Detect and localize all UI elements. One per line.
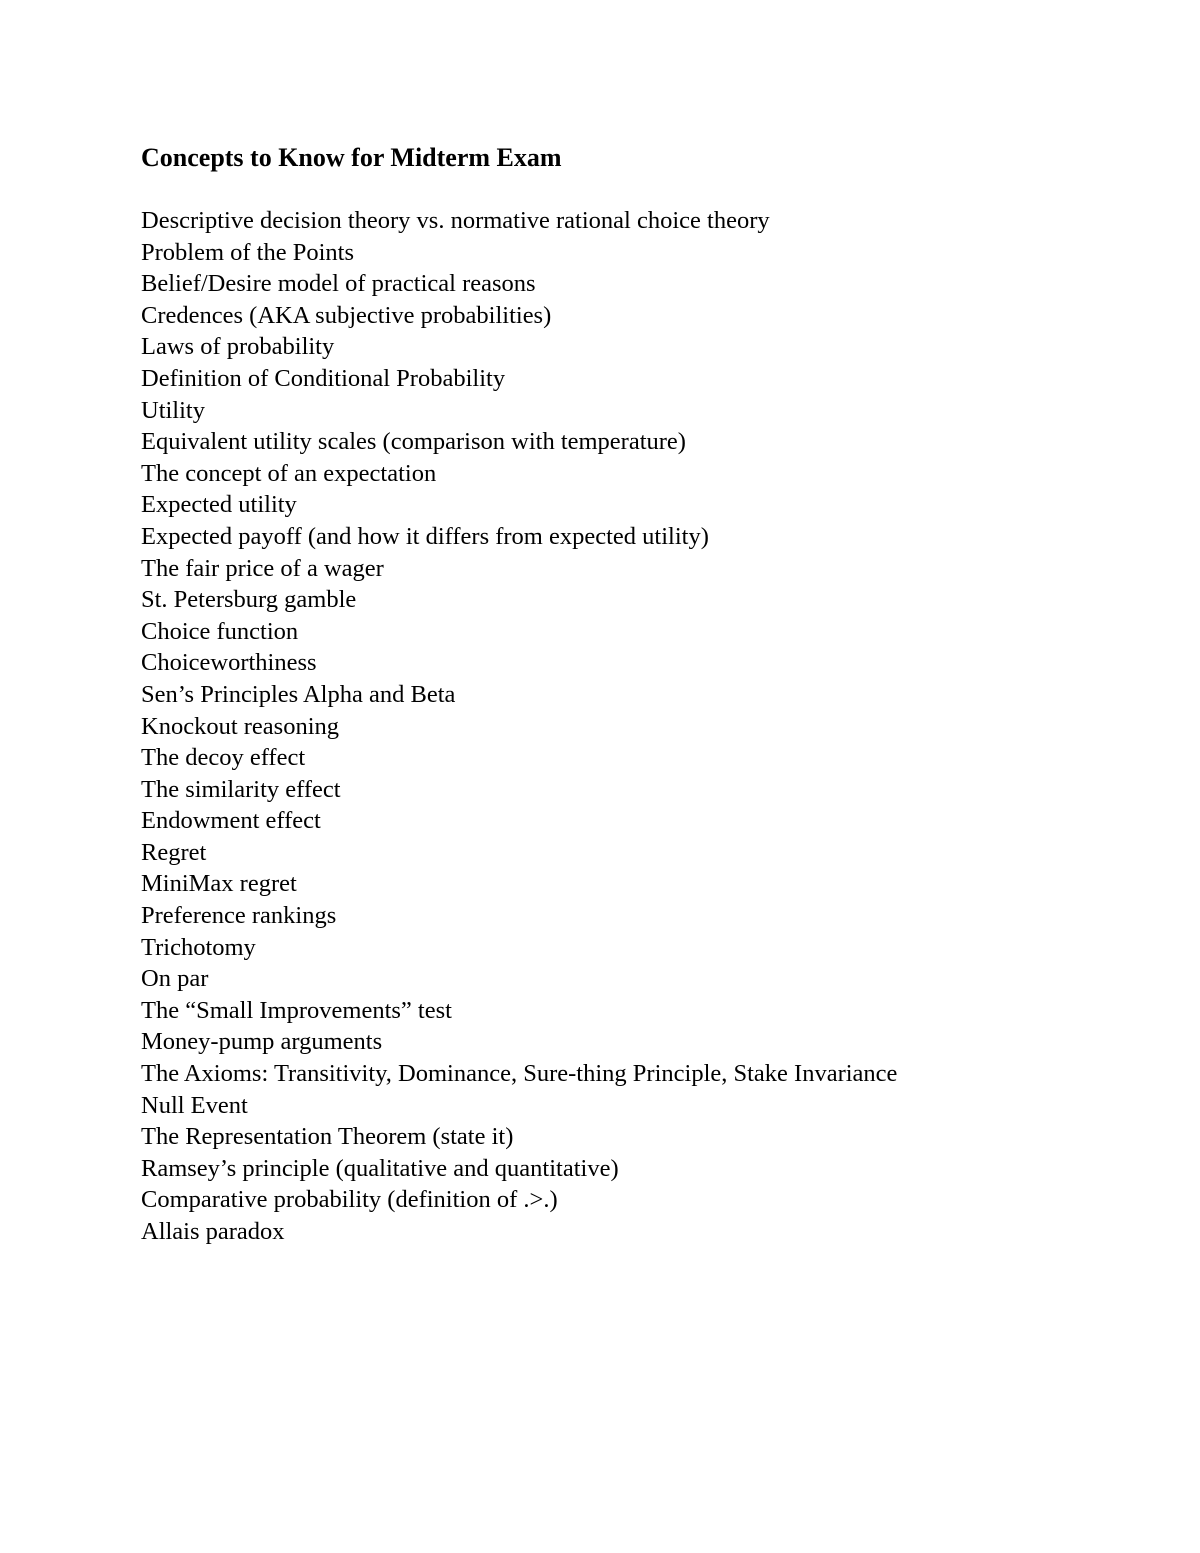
- concept-item: Descriptive decision theory vs. normative rational choice theory: [141, 207, 770, 234]
- concept-item: The similarity effect: [141, 775, 341, 803]
- concept-item: The concept of an expectation: [141, 459, 437, 487]
- concept-item: The “Small Improvements” test: [141, 996, 452, 1024]
- concept-item: MiniMax regret: [141, 870, 297, 898]
- concept-item: Endowment effect: [141, 807, 321, 835]
- concept-item: Laws of probability: [141, 333, 335, 361]
- concept-item: Equivalent utility scales (comparison with temperature): [141, 428, 686, 456]
- concept-item: Choiceworthiness: [141, 649, 317, 677]
- concept-item: Trichotomy: [141, 933, 256, 961]
- concept-item: Definition of Conditional Probability: [141, 364, 506, 392]
- concept-item: St. Petersburg gamble: [141, 586, 357, 614]
- concept-item: Utility: [141, 396, 205, 424]
- concept-list: [141, 205, 897, 1248]
- page-title: Concepts to Know for Midterm Exam: [141, 143, 562, 172]
- concept-item: Allais paradox: [141, 1218, 285, 1245]
- concept-item: The Representation Theorem (state it): [141, 1123, 514, 1151]
- concept-item: Regret: [141, 838, 207, 866]
- concept-item: Money-pump arguments: [141, 1028, 383, 1056]
- concept-item: Belief/Desire model of practical reasons: [141, 270, 536, 298]
- concept-item: Expected payoff (and how it differs from expected utility): [141, 522, 709, 550]
- concept-item: The fair price of a wager: [141, 554, 384, 582]
- concept-item: Sen’s Principles Alpha and Beta: [141, 680, 456, 708]
- concept-item: Preference rankings: [141, 902, 337, 930]
- concept-item: Knockout reasoning: [141, 712, 339, 740]
- concept-item: Choice function: [141, 617, 299, 645]
- concept-item: Credences (AKA subjective probabilities): [141, 301, 552, 329]
- concept-item: Null Event: [141, 1091, 248, 1119]
- concept-item: The decoy effect: [141, 744, 306, 772]
- concept-item: The Axioms: Transitivity, Dominance, Sure-thing Principle, Stake Invariance: [141, 1060, 898, 1088]
- concept-item: Ramsey’s principle (qualitative and quantitative): [141, 1154, 619, 1182]
- concept-item: Problem of the Points: [141, 238, 355, 266]
- concept-item: Expected utility: [141, 491, 297, 519]
- concept-item: On par: [141, 965, 209, 993]
- concept-item: Comparative probability (definition of .>.): [141, 1186, 558, 1214]
